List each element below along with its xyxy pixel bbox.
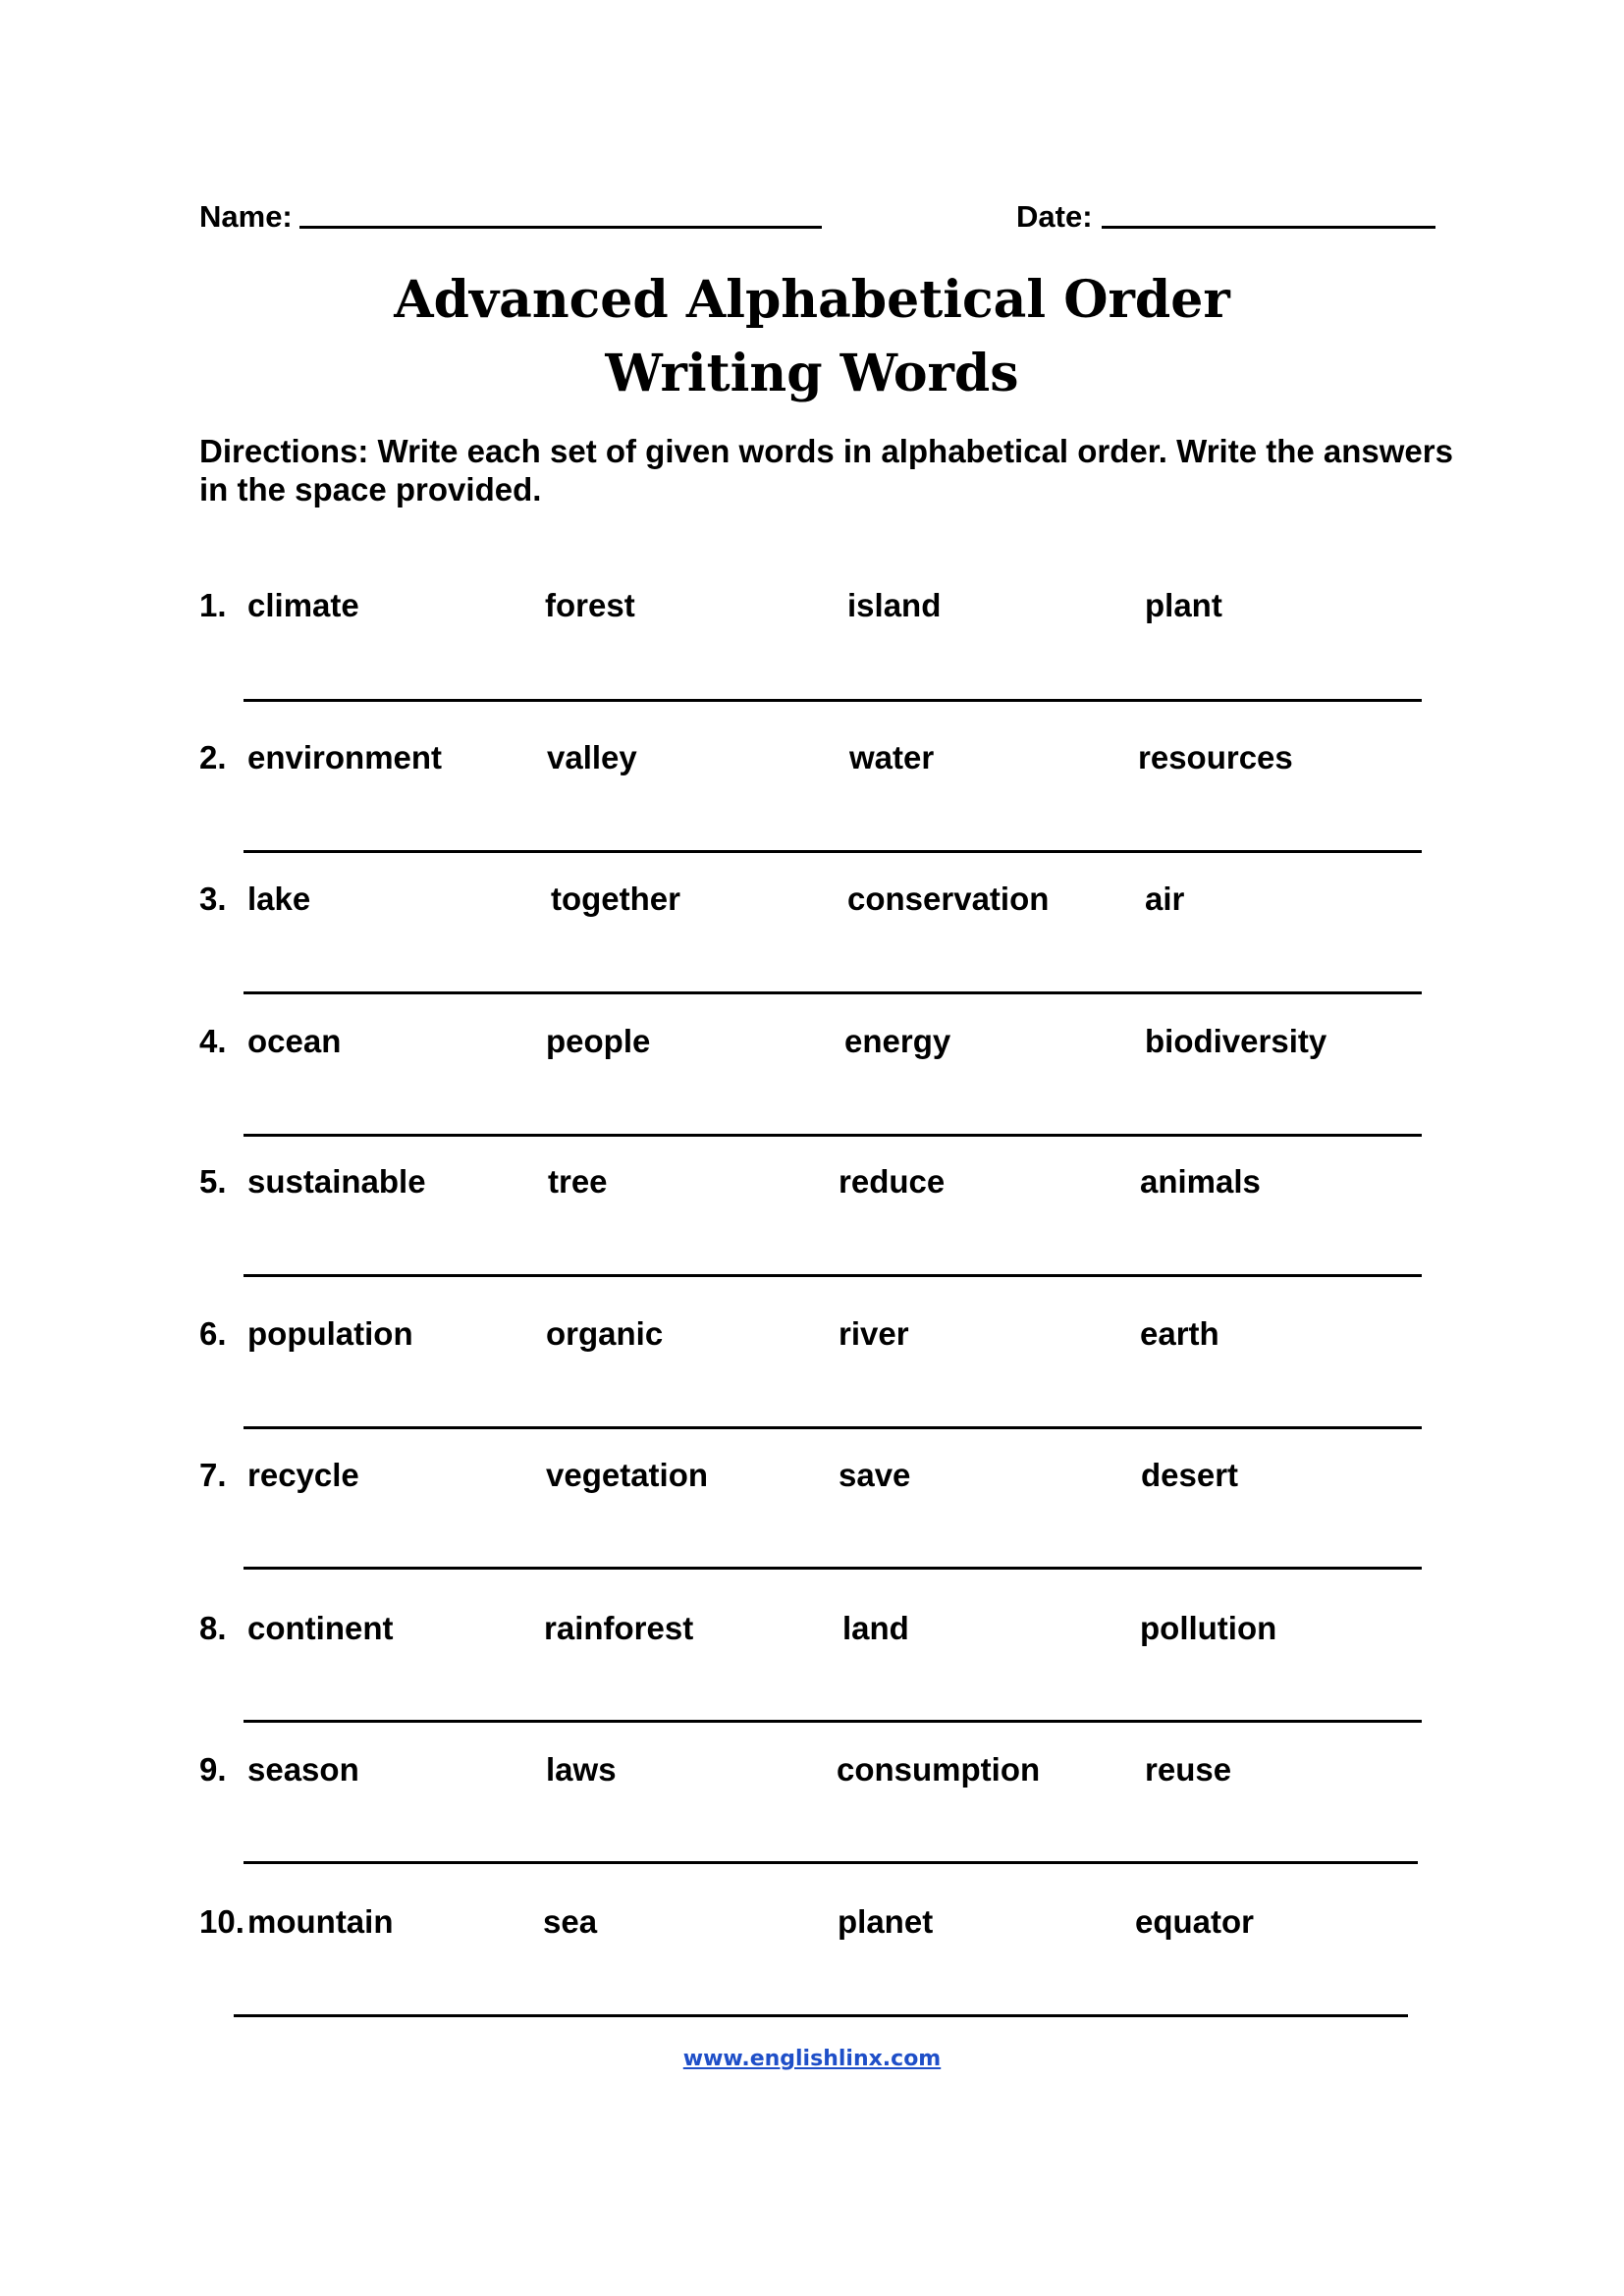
word: resources [1138, 739, 1293, 775]
answer-line[interactable] [244, 1426, 1422, 1429]
word: environment [247, 739, 443, 775]
item-number: 2. [199, 739, 227, 775]
word: population [247, 1315, 413, 1352]
word: vegetation [546, 1457, 709, 1493]
word: laws [546, 1751, 617, 1788]
name-label: Name: [199, 199, 293, 234]
word: land [842, 1610, 909, 1646]
exercise-item [0, 1315, 1624, 1374]
answer-line[interactable] [244, 1567, 1422, 1570]
word: water [849, 739, 935, 775]
word: animals [1140, 1163, 1261, 1200]
word: desert [1141, 1457, 1239, 1493]
word: sustainable [247, 1163, 426, 1200]
exercise-item [0, 1457, 1624, 1516]
word: rainforest [544, 1610, 694, 1646]
word: lake [247, 881, 311, 917]
word: earth [1140, 1315, 1219, 1352]
name-line[interactable] [299, 226, 822, 229]
word: recycle [247, 1457, 359, 1493]
word: continent [247, 1610, 394, 1646]
exercise-item [0, 739, 1624, 798]
item-number: 6. [199, 1315, 227, 1352]
item-number: 1. [199, 587, 227, 623]
word: air [1145, 881, 1185, 917]
date-line[interactable] [1102, 226, 1435, 229]
word: reduce [839, 1163, 946, 1200]
word: sea [543, 1903, 598, 1940]
word: equator [1135, 1903, 1255, 1940]
item-number: 3. [199, 881, 227, 917]
word: organic [546, 1315, 664, 1352]
item-number: 9. [199, 1751, 227, 1788]
answer-line[interactable] [244, 1861, 1418, 1864]
answer-line[interactable] [244, 1134, 1422, 1137]
word: island [847, 587, 942, 623]
word: river [839, 1315, 909, 1352]
word: plant [1145, 587, 1222, 623]
word: conservation [847, 881, 1050, 917]
item-number: 8. [199, 1610, 227, 1646]
exercise-item [0, 1751, 1624, 1810]
answer-line[interactable] [244, 850, 1422, 853]
word: together [551, 881, 680, 917]
date-label: Date: [1016, 199, 1093, 234]
footer-link[interactable]: www.englishlinx.com [682, 2047, 942, 2071]
exercise-item [0, 1903, 1624, 1962]
exercise-item [0, 1610, 1624, 1669]
page-subtitle: Writing Words [605, 344, 1019, 403]
answer-line[interactable] [244, 1720, 1422, 1723]
word: energy [844, 1023, 951, 1059]
word: save [839, 1457, 911, 1493]
word: reuse [1145, 1751, 1232, 1788]
word: consumption [837, 1751, 1041, 1788]
directions: Directions: Write each set of given words in alphabetical order. Write the answers in the space provided. [199, 433, 1453, 507]
item-number: 5. [199, 1163, 227, 1200]
word: planet [838, 1903, 934, 1940]
exercise-item [0, 1163, 1624, 1222]
page-title: Advanced Alphabetical Order [394, 270, 1230, 330]
word: people [546, 1023, 651, 1059]
word: climate [247, 587, 359, 623]
item-number: 7. [199, 1457, 227, 1493]
word: ocean [247, 1023, 342, 1059]
word: forest [545, 587, 635, 623]
word: biodiversity [1145, 1023, 1327, 1059]
exercise-item [0, 1023, 1624, 1082]
answer-line[interactable] [244, 991, 1422, 994]
answer-line[interactable] [234, 2014, 1408, 2017]
word: tree [548, 1163, 608, 1200]
answer-line[interactable] [244, 1274, 1422, 1277]
answer-line[interactable] [244, 699, 1422, 702]
word: valley [547, 739, 637, 775]
exercise-item [0, 587, 1624, 646]
word: mountain [247, 1903, 394, 1940]
word: pollution [1140, 1610, 1277, 1646]
item-number: 10. [199, 1903, 244, 1940]
exercise-item [0, 881, 1624, 939]
item-number: 4. [199, 1023, 227, 1059]
word: season [247, 1751, 359, 1788]
